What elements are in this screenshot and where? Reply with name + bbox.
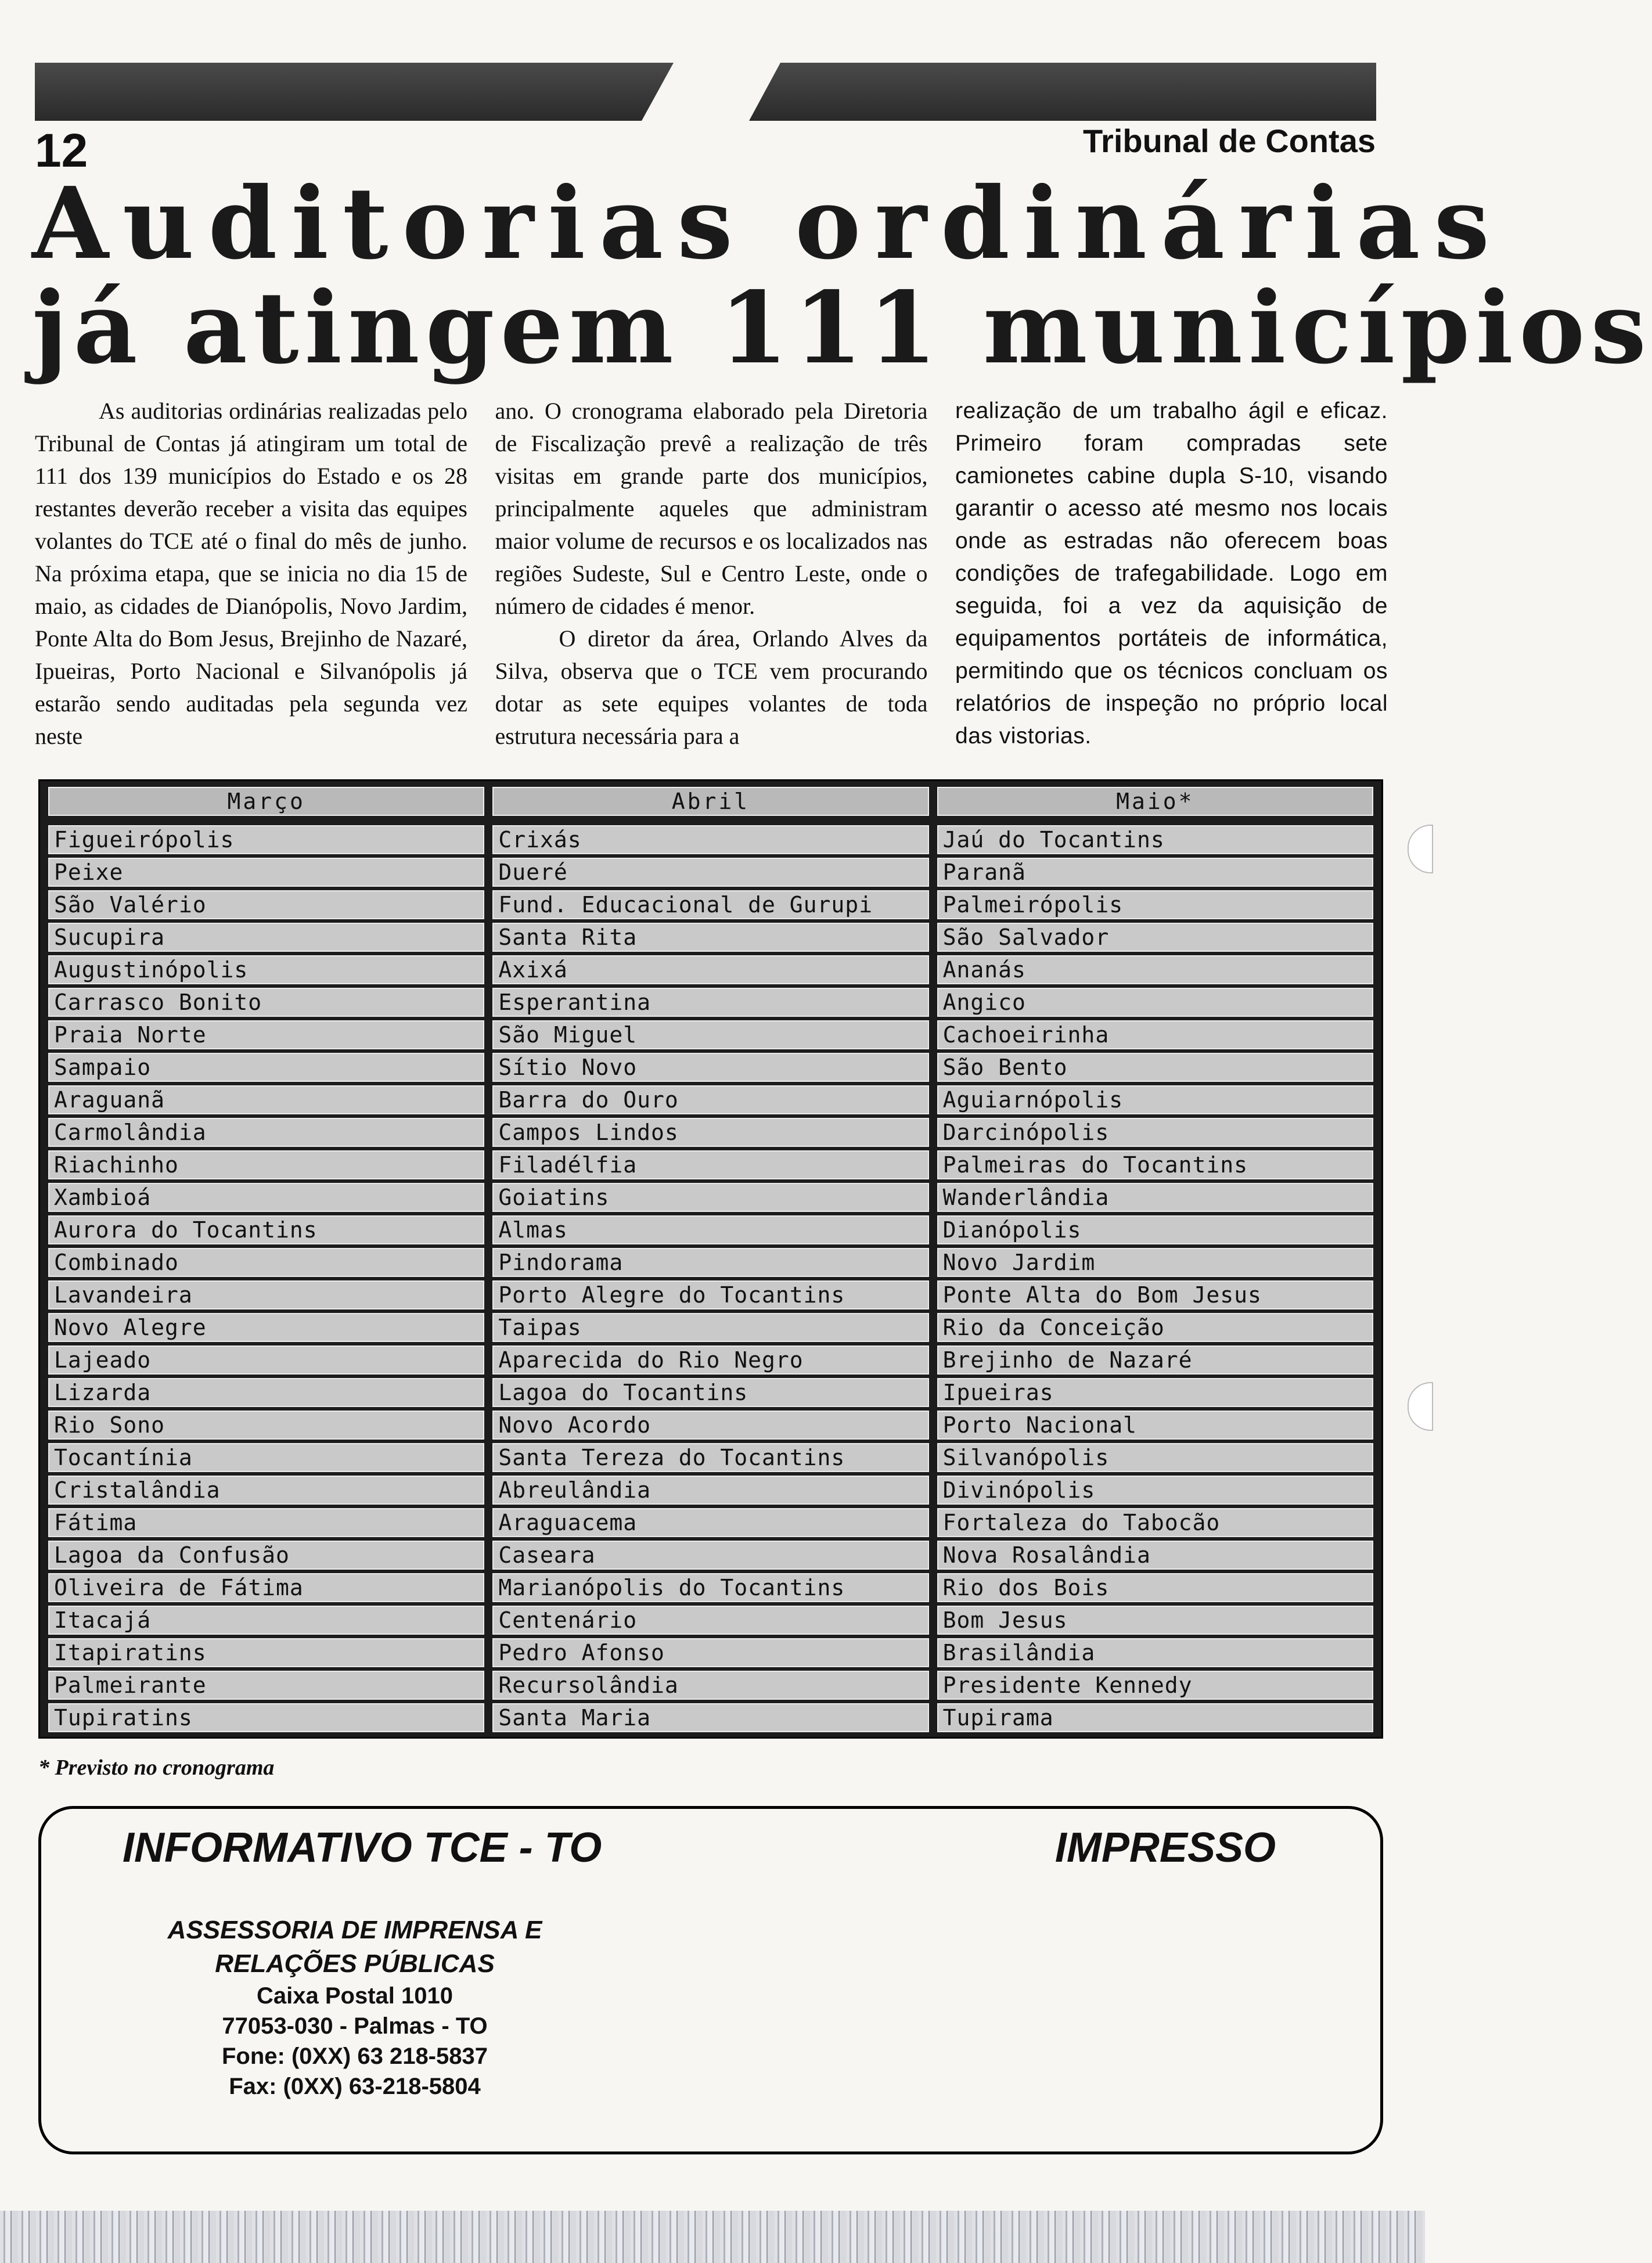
article-column-1	[35, 395, 467, 755]
audit-schedule-table	[38, 779, 1383, 1739]
phone-number: Fone: (0XX) 63 218-5837	[222, 2043, 488, 2069]
org-line-1: ASSESSORIA DE IMPRENSA E	[167, 1916, 542, 1944]
header-bar-left	[35, 63, 674, 121]
column-header: Maio*	[937, 787, 1373, 816]
municipality-cell: Porto Nacional	[937, 1411, 1373, 1440]
municipality-cell: Santa Rita	[492, 923, 928, 952]
municipality-cell: São Miguel	[492, 1020, 928, 1049]
municipality-cell: Augustinópolis	[48, 955, 484, 984]
schedule-column-maio	[937, 787, 1373, 1736]
municipality-cell: Combinado	[48, 1248, 484, 1277]
municipality-cell: Carrasco Bonito	[48, 988, 484, 1017]
municipality-cell: Palmeiras do Tocantins	[937, 1150, 1373, 1179]
municipality-cell: Jaú do Tocantins	[937, 825, 1373, 854]
municipality-cell: Fortaleza do Tabocão	[937, 1508, 1373, 1537]
headline-line-1: Auditorias ordinárias	[32, 166, 1504, 282]
municipality-cell: Lajeado	[48, 1345, 484, 1375]
info-box	[38, 1806, 1383, 2154]
municipality-cell: Crixás	[492, 825, 928, 854]
municipality-cell: Sucupira	[48, 923, 484, 952]
municipality-cell: Fátima	[48, 1508, 484, 1537]
paragraph: realização de um trabalho ágil e eficaz. Primeiro foram compradas sete camionetes cabine dupla S-10, visando garantir o acesso até mesmo nos locais onde as estradas não oferecem boas condições de trafegabilidade. Logo em seguida, foi a vez da aquisição de equipamentos portáteis de informática, permitindo que os técnicos concluam os relatórios de inspeção no próprio local das vistorias.	[955, 398, 1388, 749]
municipality-cell: Fund. Educacional de Gurupi	[492, 890, 928, 919]
municipality-cell: Araguanã	[48, 1085, 484, 1114]
article-column-2	[495, 395, 928, 755]
municipality-cell: Praia Norte	[48, 1020, 484, 1049]
municipality-cell: Ponte Alta do Bom Jesus	[937, 1280, 1373, 1309]
municipality-cell: Lizarda	[48, 1378, 484, 1407]
schedule-column-marco	[48, 787, 484, 1736]
municipality-cell: Novo Jardim	[937, 1248, 1373, 1277]
municipality-cell: Xambioá	[48, 1183, 484, 1212]
municipality-cell: Brejinho de Nazaré	[937, 1345, 1373, 1375]
municipality-cell: Carmolândia	[48, 1118, 484, 1147]
municipality-cell: Recursolândia	[492, 1671, 928, 1700]
table-footnote: * Previsto no cronograma	[38, 1755, 275, 1780]
municipality-cell: Aurora do Tocantins	[48, 1215, 484, 1244]
fax-number: Fax: (0XX) 63-218-5804	[229, 2074, 481, 2099]
municipality-cell: Lagoa da Confusão	[48, 1541, 484, 1570]
page-number: 12	[35, 124, 88, 177]
municipality-cell: Oliveira de Fátima	[48, 1573, 484, 1602]
schedule-grid	[48, 787, 1373, 1728]
municipality-cell: Santa Tereza do Tocantins	[492, 1443, 928, 1472]
binder-hole	[1408, 1382, 1433, 1431]
municipality-cell: Brasilândia	[937, 1638, 1373, 1667]
municipality-cell: Esperantina	[492, 988, 928, 1017]
municipality-cell: Centenário	[492, 1606, 928, 1635]
municipality-cell: Itacajá	[48, 1606, 484, 1635]
municipality-cell: Angico	[937, 988, 1373, 1017]
mailbox: Caixa Postal 1010	[257, 1983, 453, 2009]
municipality-cell: Paranã	[937, 858, 1373, 887]
info-title: INFORMATIVO TCE - TO	[123, 1825, 602, 1871]
article-column-3	[955, 395, 1388, 755]
paragraph: ano. O cronograma elaborado pela Diretoria de Fiscalização prevê a realização de três visitas em grande parte dos municípios, principalmente aqueles que administram maior volume de recursos e os localizados nas regiões Sudeste, Sul e Centro Leste, onde o número de cidades é menor.	[495, 398, 928, 619]
municipality-cell: Tupirama	[937, 1703, 1373, 1732]
municipality-cell: Araguacema	[492, 1508, 928, 1537]
municipality-cell: Aparecida do Rio Negro	[492, 1345, 928, 1375]
municipality-cell: Palmeirópolis	[937, 890, 1373, 919]
header-bar-right	[749, 63, 1376, 121]
column-header: Março	[48, 787, 484, 816]
municipality-cell: Filadélfia	[492, 1150, 928, 1179]
municipality-cell: Axixá	[492, 955, 928, 984]
municipality-cell: Novo Alegre	[48, 1313, 484, 1342]
municipality-cell: Riachinho	[48, 1150, 484, 1179]
municipality-cell: São Salvador	[937, 923, 1373, 952]
municipality-cell: São Valério	[48, 890, 484, 919]
municipality-cell: Marianópolis do Tocantins	[492, 1573, 928, 1602]
headline	[32, 166, 1652, 386]
municipality-cell: Cristalândia	[48, 1476, 484, 1505]
column-header: Abril	[492, 787, 928, 816]
municipality-cell: Wanderlândia	[937, 1183, 1373, 1212]
municipality-cell: Pindorama	[492, 1248, 928, 1277]
municipality-cell: Rio dos Bois	[937, 1573, 1373, 1602]
paragraph: O diretor da área, Orlando Alves da Silva, observa que o TCE vem procurando dotar as sete equipes volantes de toda estrutura necessária para a	[495, 625, 928, 749]
municipality-cell: Tupiratins	[48, 1703, 484, 1732]
municipality-cell: Divinópolis	[937, 1476, 1373, 1505]
municipality-cell: Sampaio	[48, 1053, 484, 1082]
municipality-cell: Nova Rosalândia	[937, 1541, 1373, 1570]
municipality-cell: Itapiratins	[48, 1638, 484, 1667]
municipality-cell: Abreulândia	[492, 1476, 928, 1505]
municipality-cell: Rio da Conceição	[937, 1313, 1373, 1342]
municipality-cell: São Bento	[937, 1053, 1373, 1082]
scan-edge	[0, 2211, 1425, 2263]
municipality-cell: Pedro Afonso	[492, 1638, 928, 1667]
municipality-cell: Figueirópolis	[48, 825, 484, 854]
binder-hole	[1408, 825, 1433, 873]
municipality-cell: Lagoa do Tocantins	[492, 1378, 928, 1407]
municipality-cell: Caseara	[492, 1541, 928, 1570]
municipality-cell: Aguiarnópolis	[937, 1085, 1373, 1114]
municipality-cell: Novo Acordo	[492, 1411, 928, 1440]
municipality-cell: Presidente Kennedy	[937, 1671, 1373, 1700]
municipality-cell: Dianópolis	[937, 1215, 1373, 1244]
municipality-cell: Almas	[492, 1215, 928, 1244]
municipality-cell: Palmeirante	[48, 1671, 484, 1700]
schedule-column-abril	[492, 787, 928, 1736]
municipality-cell: Rio Sono	[48, 1411, 484, 1440]
municipality-cell: Porto Alegre do Tocantins	[492, 1280, 928, 1309]
org-line-2: RELAÇÕES PÚBLICAS	[215, 1949, 495, 1978]
municipality-cell: Dueré	[492, 858, 928, 887]
municipality-cell: Taipas	[492, 1313, 928, 1342]
municipality-cell: Campos Lindos	[492, 1118, 928, 1147]
municipality-cell: Ipueiras	[937, 1378, 1373, 1407]
municipality-cell: Ananás	[937, 955, 1373, 984]
municipality-cell: Goiatins	[492, 1183, 928, 1212]
municipality-cell: Lavandeira	[48, 1280, 484, 1309]
info-badge: IMPRESSO	[1054, 1825, 1276, 1871]
municipality-cell: Silvanópolis	[937, 1443, 1373, 1472]
municipality-cell: Tocantínia	[48, 1443, 484, 1472]
postal-address: 77053-030 - Palmas - TO	[222, 2013, 488, 2039]
section-name: Tribunal de Contas	[1082, 123, 1376, 159]
municipality-cell: Sítio Novo	[492, 1053, 928, 1082]
municipality-cell: Santa Maria	[492, 1703, 928, 1732]
paragraph: As auditorias ordinárias realizadas pelo Tribunal de Contas já atingiram um total de 111 dos 139 municípios do Estado e os 28 restantes deverão receber a visita das equipes volantes do TCE até o final do mês de junho. Na próxima etapa, que se inicia no dia 15 de maio, as cidades de Dianópolis, Novo Jardim, Ponte Alta do Bom Jesus, Brejinho de Nazaré, Ipueiras, Porto Nacional e Silvanópolis já estarão sendo auditadas pela segunda vez neste	[35, 398, 467, 749]
headline-line-2: já atingem 111 municípios	[32, 270, 1652, 386]
article-body	[35, 395, 1388, 755]
municipality-cell: Barra do Ouro	[492, 1085, 928, 1114]
municipality-cell: Cachoeirinha	[937, 1020, 1373, 1049]
contact-block	[128, 1913, 581, 2102]
municipality-cell: Darcinópolis	[937, 1118, 1373, 1147]
municipality-cell: Bom Jesus	[937, 1606, 1373, 1635]
municipality-cell: Peixe	[48, 858, 484, 887]
